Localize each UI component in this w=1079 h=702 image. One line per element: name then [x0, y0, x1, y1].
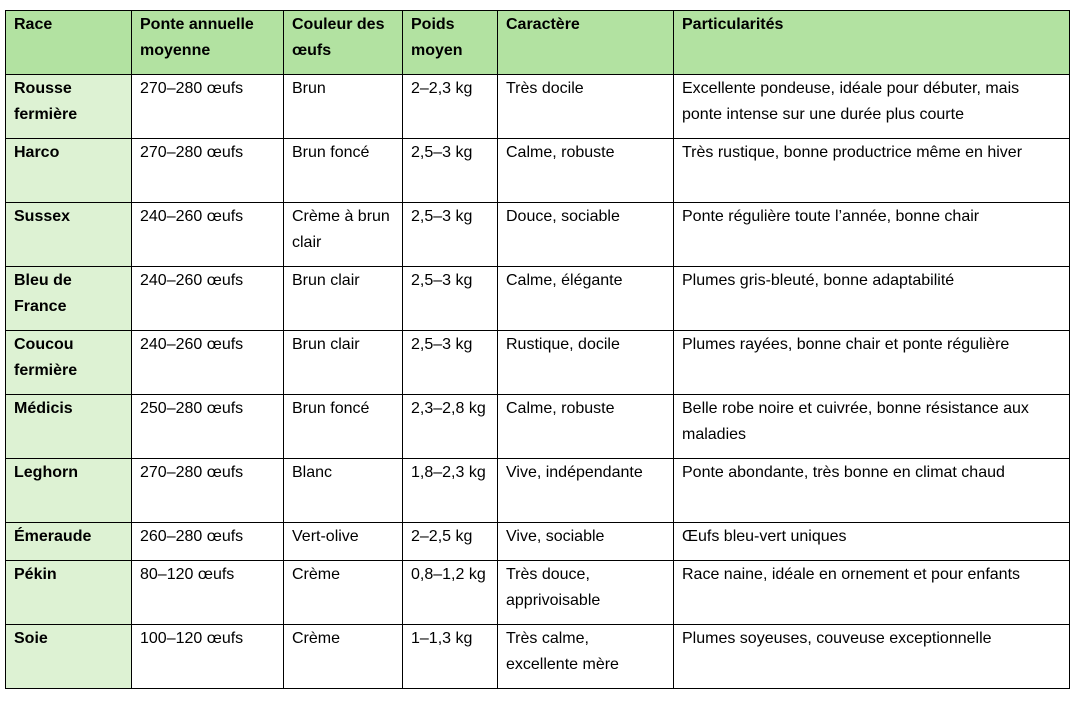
- race-cell: Bleu de France: [6, 267, 132, 331]
- particularites-cell: Race naine, idéale en ornement et pour enfants: [674, 561, 1070, 625]
- poids-cell: 2–2,5 kg: [403, 523, 498, 561]
- couleur-cell: Crème à brun clair: [284, 203, 403, 267]
- header-race: Race: [6, 11, 132, 75]
- ponte-cell: 260–280 œufs: [132, 523, 284, 561]
- poids-cell: 2,5–3 kg: [403, 267, 498, 331]
- ponte-cell: 270–280 œufs: [132, 459, 284, 523]
- poids-cell: 0,8–1,2 kg: [403, 561, 498, 625]
- header-couleur: Couleur des œufs: [284, 11, 403, 75]
- ponte-cell: 270–280 œufs: [132, 75, 284, 139]
- table-row: [6, 139, 1070, 203]
- poids-cell: 2,5–3 kg: [403, 203, 498, 267]
- poids-cell: 2–2,3 kg: [403, 75, 498, 139]
- table-row: [6, 203, 1070, 267]
- couleur-cell: Brun: [284, 75, 403, 139]
- ponte-cell: 240–260 œufs: [132, 203, 284, 267]
- particularites-cell: Œufs bleu-vert uniques: [674, 523, 1070, 561]
- poids-cell: 2,5–3 kg: [403, 139, 498, 203]
- caractere-cell: Vive, indépendante: [498, 459, 674, 523]
- header-poids: Poids moyen: [403, 11, 498, 75]
- ponte-cell: 270–280 œufs: [132, 139, 284, 203]
- table-body: [6, 75, 1070, 689]
- race-cell: Émeraude: [6, 523, 132, 561]
- particularites-cell: Plumes gris-bleuté, bonne adaptabilité: [674, 267, 1070, 331]
- particularites-cell: Ponte abondante, très bonne en climat chaud: [674, 459, 1070, 523]
- header-particularites: Particularités: [674, 11, 1070, 75]
- table-row: [6, 395, 1070, 459]
- particularites-cell: Plumes soyeuses, couveuse exceptionnelle: [674, 625, 1070, 689]
- couleur-cell: Brun foncé: [284, 395, 403, 459]
- race-cell: Pékin: [6, 561, 132, 625]
- caractere-cell: Calme, robuste: [498, 395, 674, 459]
- caractere-cell: Vive, sociable: [498, 523, 674, 561]
- race-cell: Harco: [6, 139, 132, 203]
- caractere-cell: Très douce, apprivoisable: [498, 561, 674, 625]
- header-ponte: Ponte annuelle moyenne: [132, 11, 284, 75]
- couleur-cell: Blanc: [284, 459, 403, 523]
- table-row: [6, 523, 1070, 561]
- table-row: [6, 625, 1070, 689]
- caractere-cell: Calme, élégante: [498, 267, 674, 331]
- race-cell: Soie: [6, 625, 132, 689]
- ponte-cell: 100–120 œufs: [132, 625, 284, 689]
- race-cell: Sussex: [6, 203, 132, 267]
- poids-cell: 1,8–2,3 kg: [403, 459, 498, 523]
- couleur-cell: Crème: [284, 625, 403, 689]
- race-cell: Leghorn: [6, 459, 132, 523]
- caractere-cell: Rustique, docile: [498, 331, 674, 395]
- particularites-cell: Belle robe noire et cuivrée, bonne résistance aux maladies: [674, 395, 1070, 459]
- ponte-cell: 240–260 œufs: [132, 267, 284, 331]
- race-cell: Médicis: [6, 395, 132, 459]
- table-row: [6, 561, 1070, 625]
- table-row: [6, 75, 1070, 139]
- couleur-cell: Brun clair: [284, 331, 403, 395]
- table-row: [6, 459, 1070, 523]
- race-cell: Coucou fermière: [6, 331, 132, 395]
- header-caractere: Caractère: [498, 11, 674, 75]
- table-row: [6, 331, 1070, 395]
- poids-cell: 2,5–3 kg: [403, 331, 498, 395]
- caractere-cell: Très calme, excellente mère: [498, 625, 674, 689]
- caractere-cell: Calme, robuste: [498, 139, 674, 203]
- caractere-cell: Douce, sociable: [498, 203, 674, 267]
- particularites-cell: Ponte régulière toute l’année, bonne chair: [674, 203, 1070, 267]
- couleur-cell: Brun foncé: [284, 139, 403, 203]
- poids-cell: 1–1,3 kg: [403, 625, 498, 689]
- breeds-table: [5, 10, 1070, 689]
- couleur-cell: Vert-olive: [284, 523, 403, 561]
- couleur-cell: Crème: [284, 561, 403, 625]
- ponte-cell: 250–280 œufs: [132, 395, 284, 459]
- particularites-cell: Très rustique, bonne productrice même en hiver: [674, 139, 1070, 203]
- ponte-cell: 80–120 œufs: [132, 561, 284, 625]
- table-row: [6, 267, 1070, 331]
- table-header: [6, 11, 1070, 75]
- particularites-cell: Plumes rayées, bonne chair et ponte régulière: [674, 331, 1070, 395]
- race-cell: Rousse fermière: [6, 75, 132, 139]
- particularites-cell: Excellente pondeuse, idéale pour débuter, mais ponte intense sur une durée plus courte: [674, 75, 1070, 139]
- poids-cell: 2,3–2,8 kg: [403, 395, 498, 459]
- ponte-cell: 240–260 œufs: [132, 331, 284, 395]
- couleur-cell: Brun clair: [284, 267, 403, 331]
- caractere-cell: Très docile: [498, 75, 674, 139]
- header-row: [6, 11, 1070, 75]
